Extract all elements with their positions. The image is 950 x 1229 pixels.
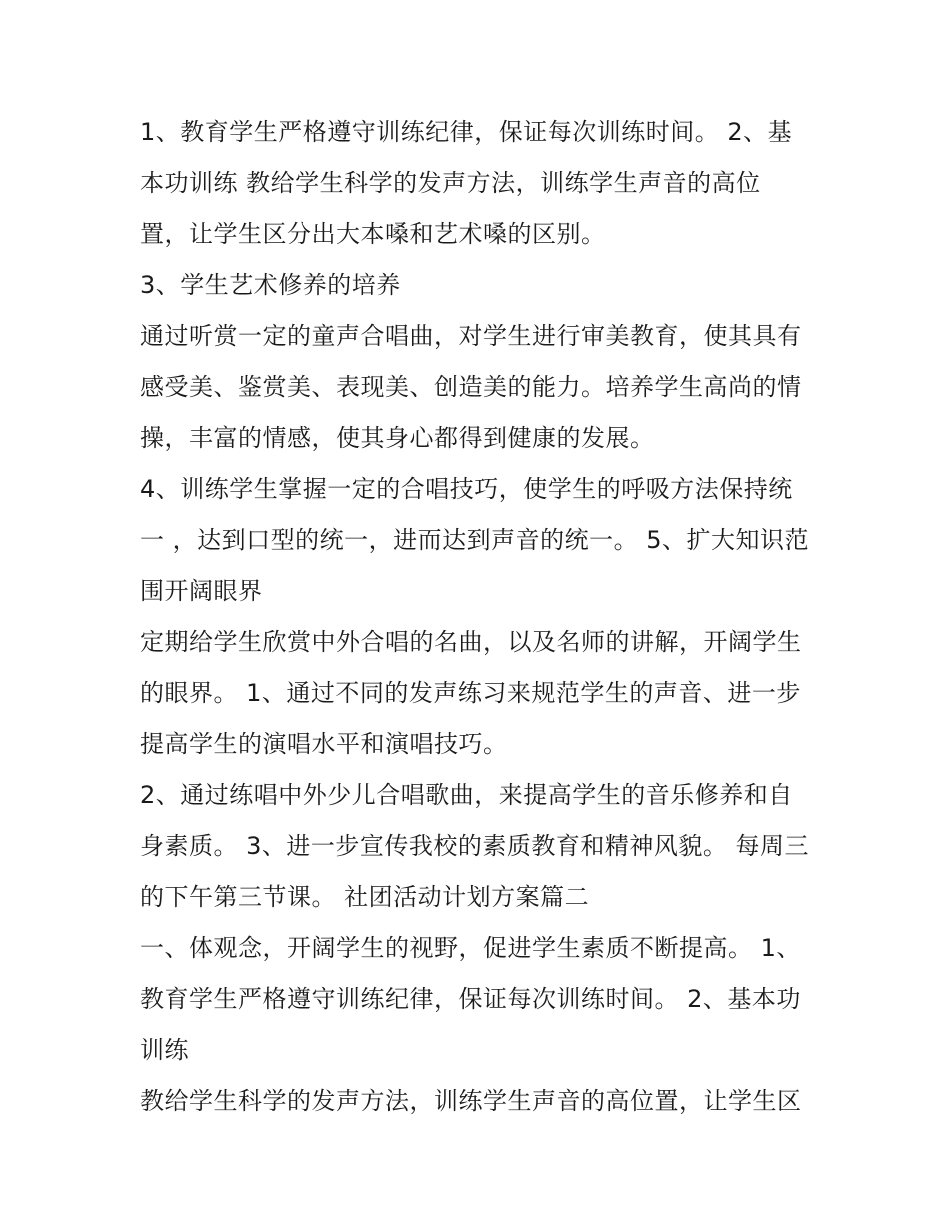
text-line: 身素质。 3、进一步宣传我校的素质教育和精神风貌。 每周三 <box>140 832 810 860</box>
text-line: 置，让学生区分出大本嗓和艺术嗓的区别。 <box>140 220 606 248</box>
text-line: 4、训练学生掌握一定的合唱技巧，使学生的呼吸方法保持统 <box>140 475 793 503</box>
text-line: 一、体观念，开阔学生的视野，促进学生素质不断提高。 1、 <box>140 934 801 962</box>
text-line: 围开阔眼界 <box>140 577 263 605</box>
text-line: 2、通过练唱中外少儿合唱歌曲，来提高学生的音乐修养和自 <box>140 781 793 809</box>
text-line: 提高学生的演唱水平和演唱技巧。 <box>140 730 508 758</box>
text-line: 通过听赏一定的童声合唱曲，对学生进行审美教育，使其具有 <box>140 322 802 350</box>
text-line: 教给学生科学的发声方法，训练学生声音的高位置，让学生区 <box>140 1087 802 1115</box>
text-line: 一 ，达到口型的统一，进而达到声音的统一。 5、扩大知识范 <box>140 526 810 554</box>
text-line: 训练 <box>140 1036 189 1064</box>
text-line: 教育学生严格遵守训练纪律，保证每次训练时间。 2、基本功 <box>140 985 801 1013</box>
text-line: 定期给学生欣赏中外合唱的名曲，以及名师的讲解，开阔学生 <box>140 628 802 656</box>
text-line: 操，丰富的情感，使其身心都得到健康的发展。 <box>140 424 655 452</box>
text-line: 1、教育学生严格遵守训练纪律，保证每次训练时间。 2、基 <box>140 118 793 146</box>
text-line: 的眼界。 1、通过不同的发声练习来规范学生的声音、进一步 <box>140 679 801 707</box>
text-line: 感受美、鉴赏美、表现美、创造美的能力。培养学生高尚的情 <box>140 373 802 401</box>
text-line: 本功训练 教给学生科学的发声方法，训练学生声音的高位 <box>140 169 761 197</box>
text-line: 的下午第三节课。 社团活动计划方案篇二 <box>140 883 590 911</box>
text-line: 3、学生艺术修养的培养 <box>140 271 401 299</box>
